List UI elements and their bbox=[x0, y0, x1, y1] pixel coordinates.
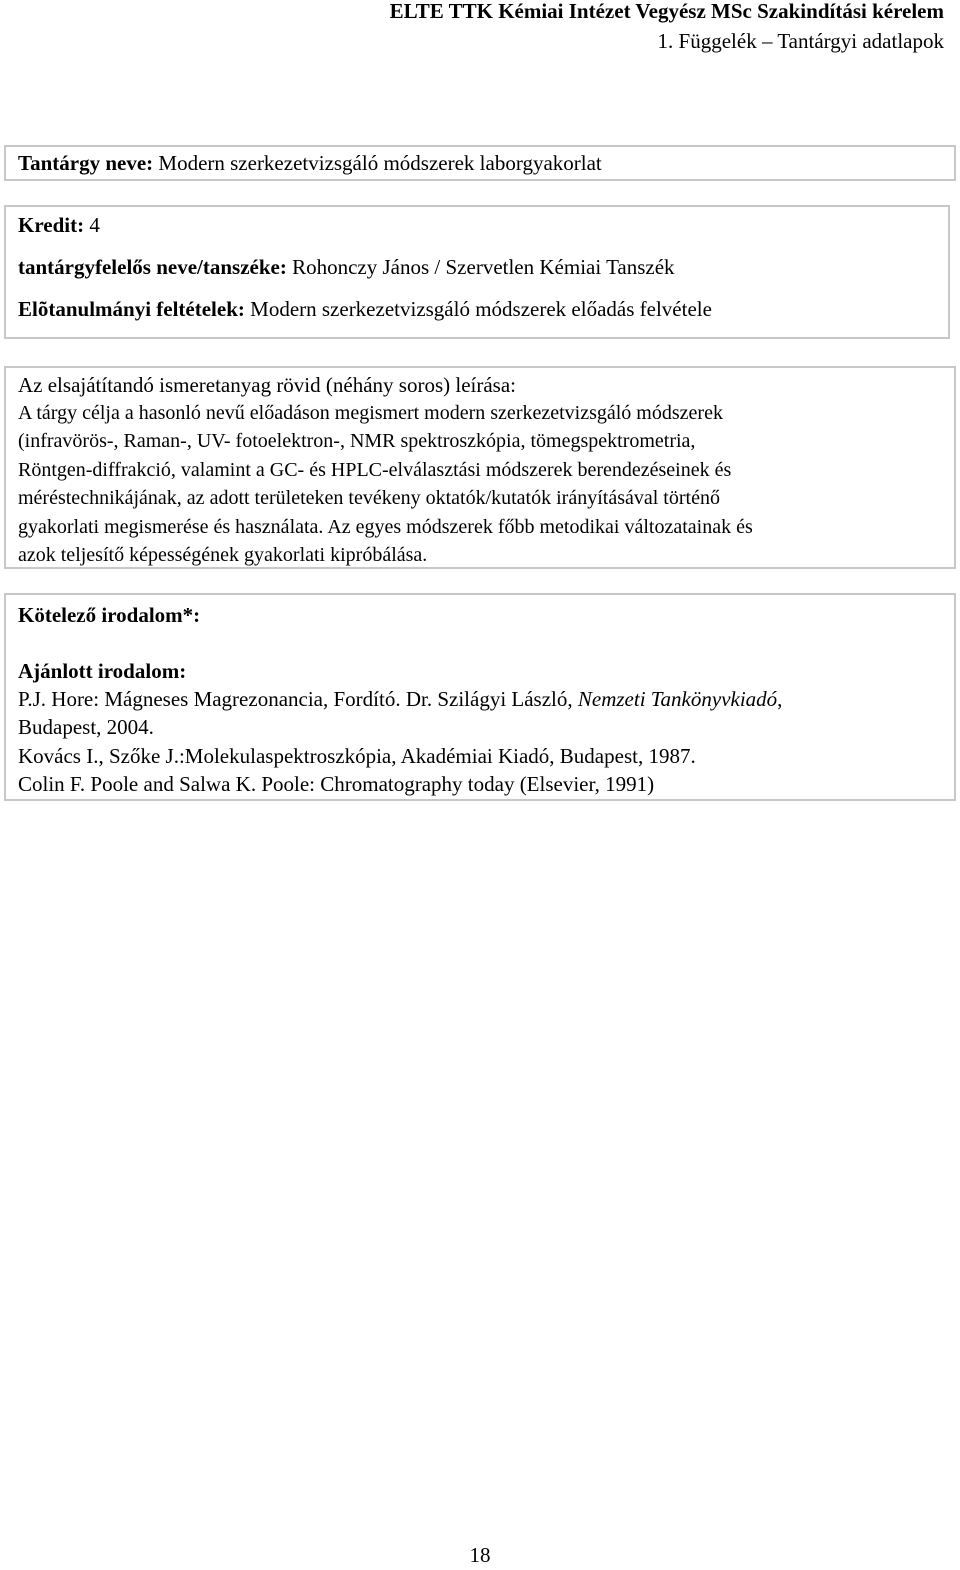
credit-row bbox=[18, 211, 100, 239]
description-line: Röntgen-diffrakció, valamint a GC- és HPLC-elválasztási módszerek berendezéseinek és bbox=[18, 458, 732, 481]
credit-value: 4 bbox=[84, 213, 100, 237]
reference-text: P.J. Hore: Mágneses Magrezonancia, Fordító. Dr. Szilágyi László, bbox=[18, 687, 578, 711]
reference-publisher: Nemzeti Tankönyvkiadó bbox=[577, 687, 778, 711]
responsible-value: Rohonczy János / Szervetlen Kémiai Tanszék bbox=[286, 255, 675, 279]
responsible-label: tantárgyfelelős neve/tanszéke: bbox=[18, 255, 287, 279]
header-institution: ELTE TTK Kémiai Intézet Vegyész MSc Szakindítási kérelem bbox=[389, 0, 944, 23]
description-box bbox=[4, 366, 956, 569]
responsible-row bbox=[18, 253, 675, 281]
prerequisite-value: Modern szerkezetvizsgáló módszerek előadás felvétele bbox=[244, 297, 712, 321]
subject-name-box bbox=[4, 145, 956, 181]
description-line: A tárgy célja a hasonló nevű előadáson megismert modern szerkezetvizsgáló módszerek bbox=[18, 402, 723, 424]
prerequisite-row bbox=[18, 295, 712, 323]
credit-label: Kredit: bbox=[18, 213, 85, 237]
recommended-literature-label: Ajánlott irodalom: bbox=[18, 659, 187, 683]
description-text bbox=[18, 399, 753, 569]
reference-item bbox=[18, 685, 782, 713]
recommended-literature-list bbox=[18, 685, 782, 799]
reference-item-continued: Budapest, 2004. bbox=[18, 715, 154, 740]
description-line: azok teljesítő képességének gyakorlati kipróbálása. bbox=[18, 544, 428, 567]
page-number: 18 bbox=[469, 1543, 491, 1567]
required-literature-label: Kötelező irodalom*: bbox=[18, 603, 201, 627]
subject-name-value: Modern szerkezetvizsgáló módszerek laborgyakorlat bbox=[153, 151, 602, 175]
reference-item: Kovács I., Szőke J.:Molekulaspektroszkópia, Akadémiai Kiadó, Budapest, 1987. bbox=[18, 743, 696, 768]
description-line: gyakorlati megismerése és használata. Az egyes módszerek főbb metodikai változatainak és bbox=[18, 515, 753, 538]
subject-name-label: Tantárgy neve: bbox=[18, 151, 154, 175]
description-line: (infravörös-, Raman-, UV- fotoelektron-, NMR spektroszkópia, tömegspektrometria, bbox=[18, 430, 696, 453]
description-line: méréstechnikájának, az adott területeken tevékeny oktatók/kutatók irányításával történő bbox=[18, 487, 720, 510]
subject-info-box bbox=[4, 205, 950, 339]
reference-item: Colin F. Poole and Salwa K. Poole: Chromatography today (Elsevier, 1991) bbox=[18, 772, 655, 797]
reference-text: , bbox=[777, 687, 783, 711]
description-label: Az elsajátítandó ismeretanyag rövid (néhány soros) leírása: bbox=[18, 373, 516, 397]
literature-box bbox=[4, 593, 956, 801]
prerequisite-label: Elõtanulmányi feltételek: bbox=[18, 297, 245, 321]
subject-name-row bbox=[18, 149, 602, 177]
header-appendix: 1. Függelék – Tantárgyi adatlapok bbox=[657, 29, 944, 53]
